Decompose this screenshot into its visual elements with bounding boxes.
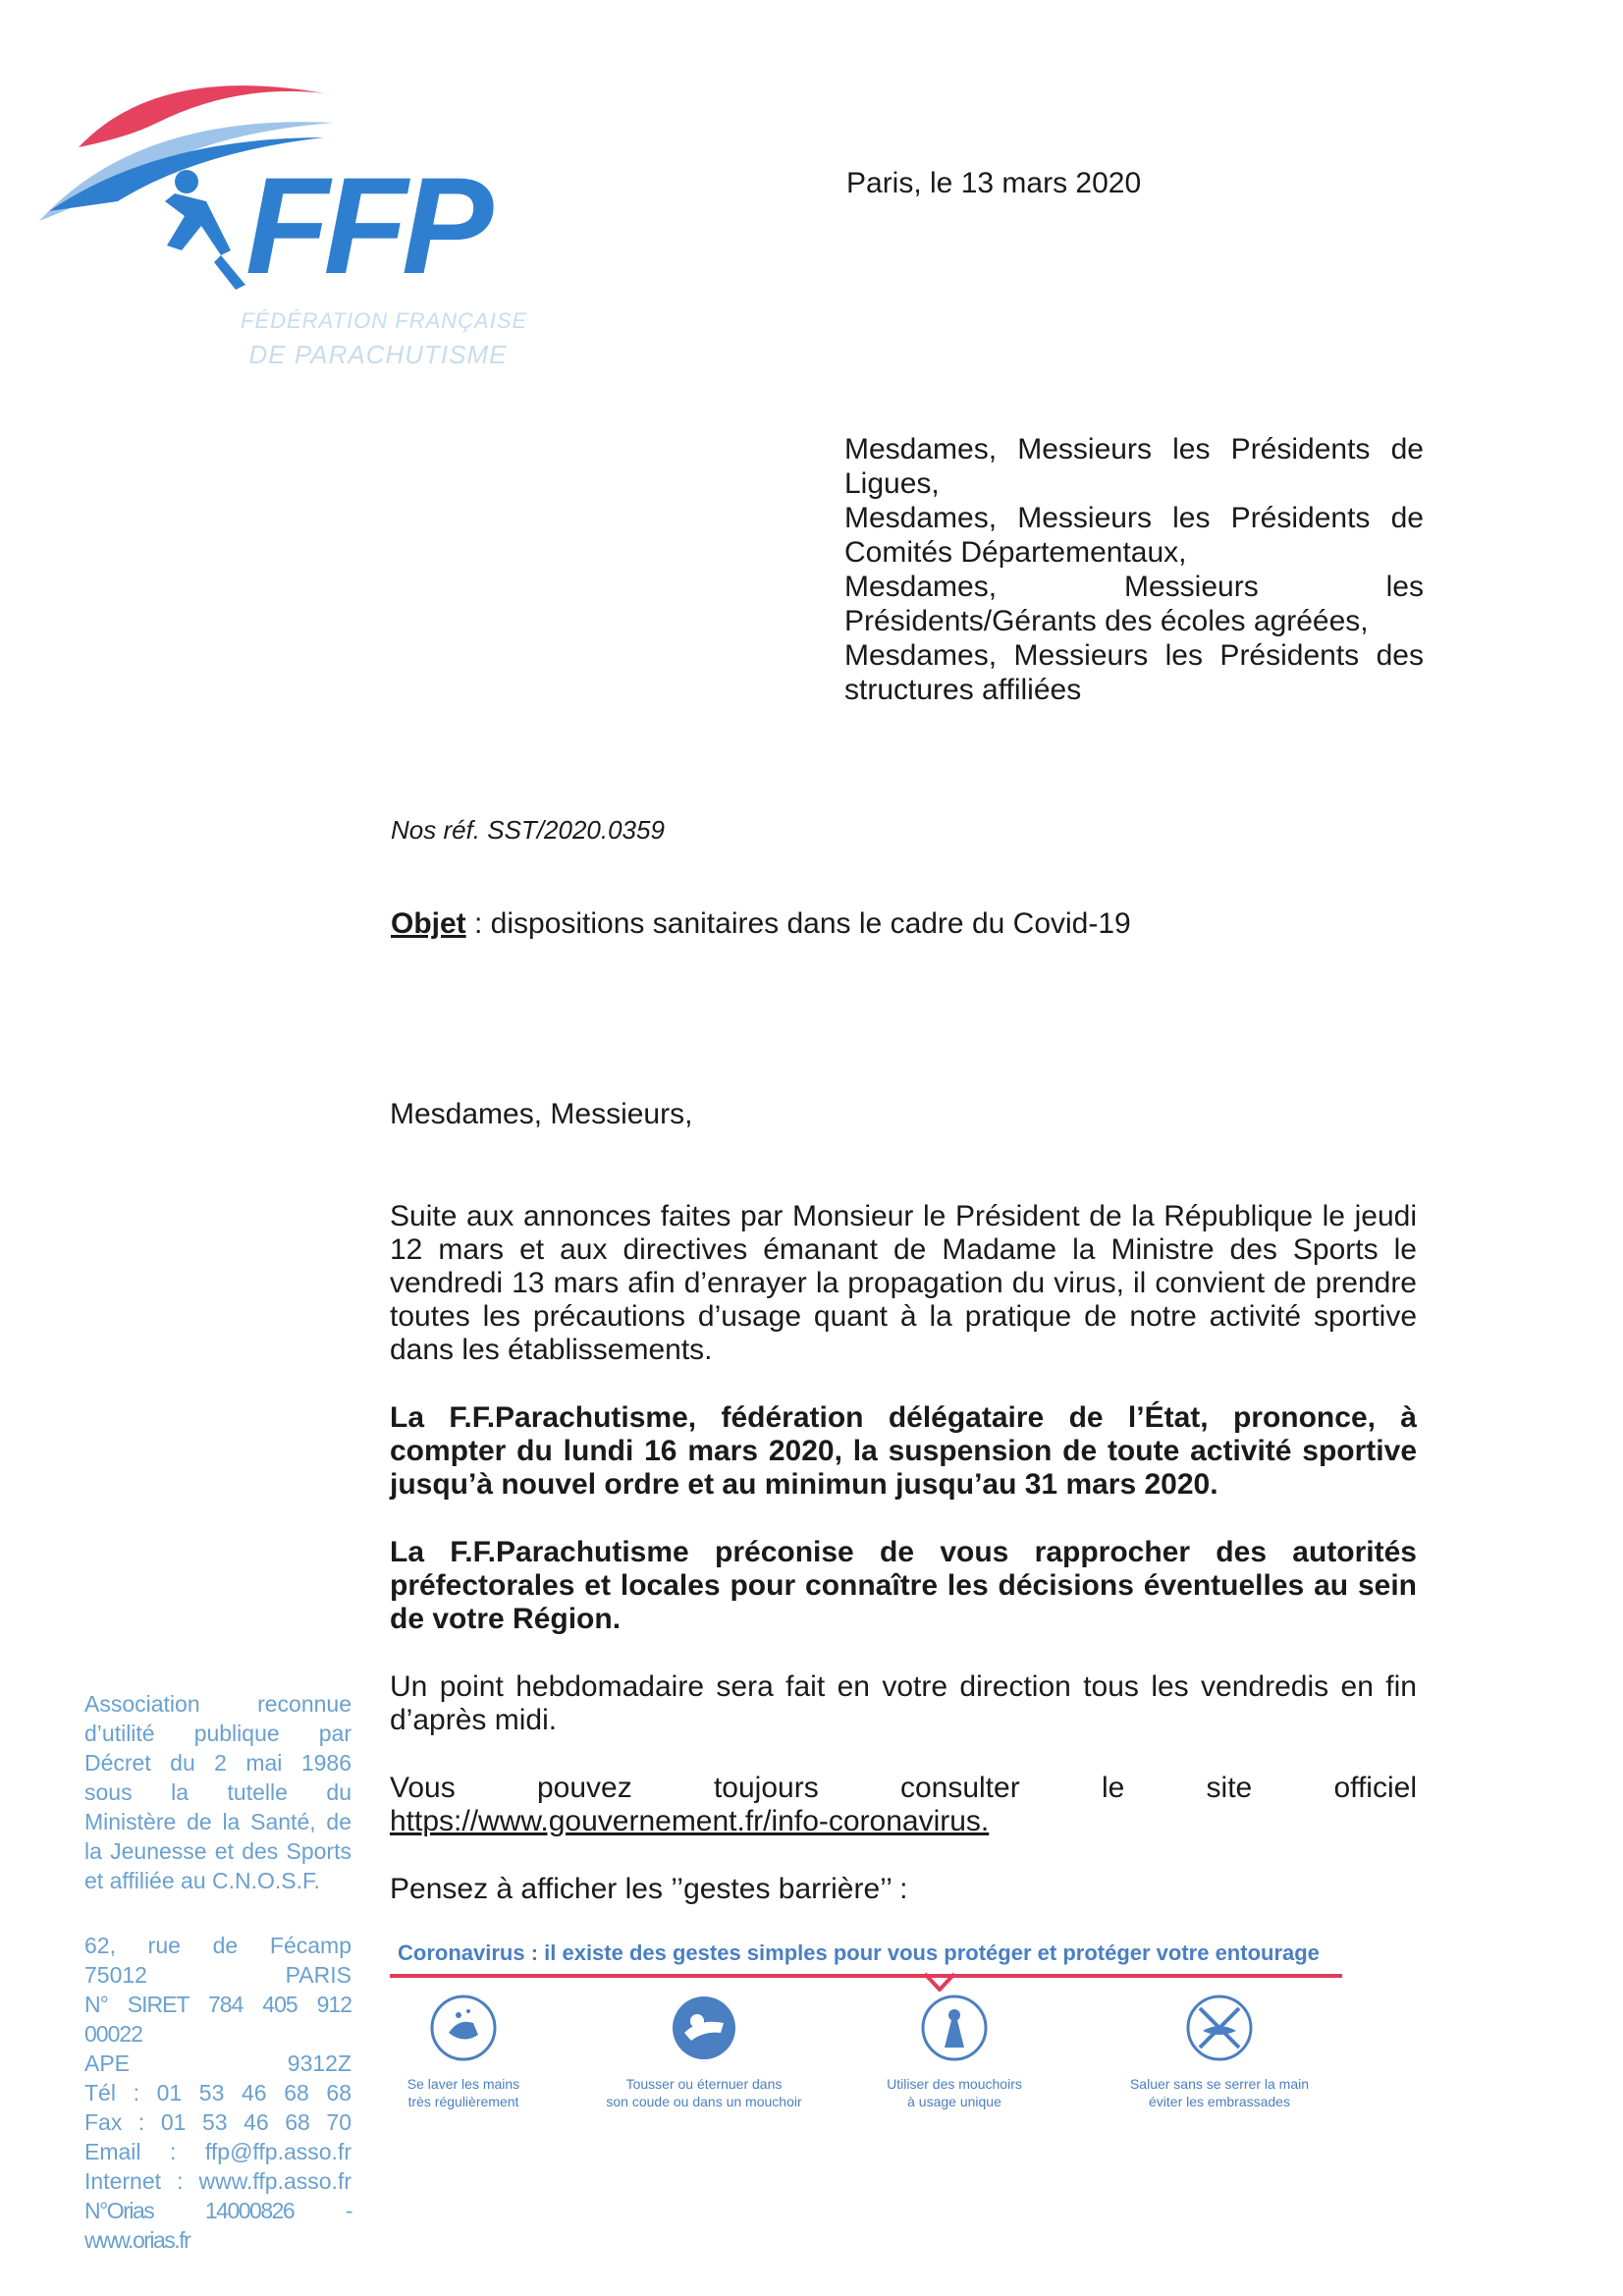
government-link[interactable]: https://www.gouvernement.fr/info-coronavirus. <box>390 1805 990 1837</box>
sidebar-contact <box>84 1931 352 2255</box>
subject-line <box>391 907 1131 941</box>
gesture-cough-elbow <box>591 1994 817 2110</box>
recipients-block <box>844 432 1424 707</box>
logo-subtitle-line-2: DE PARACHUTISME <box>248 340 508 369</box>
paragraph-authorities: La F.F.Parachutisme préconise de vous rapprocher des autorités préfectorales et locales pour connaître les décisions éventuelles au sein de votre Région. <box>390 1536 1417 1635</box>
recipient-line: Mesdames, Messieurs les Présidents/Gérants des écoles agréées, <box>844 571 1424 637</box>
banner-pointer-icon <box>925 1972 954 1992</box>
website-intro: Vous pouvez toujours consulter le site officiel <box>390 1772 1417 1804</box>
paragraph-website <box>390 1772 1417 1838</box>
gesture-wash-hands <box>390 1994 537 2110</box>
hand-washing-icon <box>429 1994 498 2062</box>
paragraph-weekly-update: Un point hebdomadaire sera fait en votre direction tous les vendredis en fin d’après midi. <box>390 1670 1417 1736</box>
logo-text: FFP <box>245 148 488 302</box>
gesture-caption-1: Saluer sans se serrer la main <box>1129 2076 1310 2092</box>
ape-line: APE 9312Z <box>84 2050 352 2076</box>
gesture-caption-2: son coude ou dans un mouchoir <box>606 2094 802 2109</box>
recipient-line: Mesdames, Messieurs les Présidents de Comités Départementaux, <box>844 502 1424 569</box>
orias-line: N°Orias 14000826 - www.orias.fr <box>84 2198 352 2253</box>
siret-line: N° SIRET 784 405 912 00022 <box>84 1992 352 2047</box>
fax-line: Fax : 01 53 46 68 70 <box>84 2109 352 2135</box>
letter-date: Paris, le 13 mars 2020 <box>846 167 1142 199</box>
logo-subtitle-line-1: FÉDÉRATION FRANÇAISE <box>241 308 528 333</box>
greeting: Mesdames, Messieurs, <box>390 1098 693 1130</box>
paragraph-announcement: Suite aux annonces faites par Monsieur le Président de la République le jeudi 12 mars et aux directives émanant de Madame la Ministre des Sports le vendredi 13 mars afin d’enrayer la propagation du virus, il convient de prendre toutes les précautions d’usage quant à la pratique de notre activité sportive dans les établissements. <box>390 1200 1417 1366</box>
city-line: 75012 PARIS <box>84 1962 352 1988</box>
gesture-caption-1: Tousser ou éternuer dans <box>625 2076 783 2092</box>
gesture-caption-2: très régulièrement <box>407 2094 519 2109</box>
email-line: Email : ffp@ffp.asso.fr <box>84 2139 352 2164</box>
reference: Nos réf. SST/2020.0359 <box>391 815 665 845</box>
banner-title: Coronavirus : il existe des gestes simples pour vous protéger et protéger votre entourage <box>398 1941 1320 1965</box>
cough-elbow-icon <box>670 1994 738 2062</box>
gesture-tissue <box>866 1994 1043 2110</box>
no-handshake-icon <box>1185 1994 1254 2062</box>
tissue-icon <box>920 1994 989 2062</box>
paragraph-suspension: La F.F.Parachutisme, fédération délégataire de l’État, prononce, à compter du lundi 16 mars 2020, la suspension de toute activité sportive jusqu’à nouvel ordre et au minimun jusqu’au 31 mars 2020. <box>390 1401 1417 1501</box>
association-text: Association reconnue d’utilité publique par Décret du 2 mai 1986 sous la tutelle du Ministère de la Santé, de la Jeunesse et des Sports et affiliée au C.N.O.S.F. <box>84 1691 352 1893</box>
banner-divider <box>390 1974 1342 1978</box>
gesture-caption-2: à usage unique <box>907 2094 1001 2109</box>
recipient-line: Mesdames, Messieurs les Présidents des structures affiliées <box>844 639 1424 706</box>
gesture-caption-2: éviter les embrassades <box>1149 2094 1290 2109</box>
gesture-caption-1: Utiliser des mouchoirs <box>887 2076 1022 2092</box>
sidebar-association <box>84 1689 352 1895</box>
letter-body <box>390 1098 1417 1906</box>
barrier-gestures-banner <box>390 1935 1352 2111</box>
recipient-line: Mesdames, Messieurs les Présidents de Ligues, <box>844 433 1424 500</box>
subject-text: : dispositions sanitaires dans le cadre du Covid-19 <box>465 907 1131 940</box>
logo-subtitle <box>241 304 528 371</box>
gesture-caption-1: Se laver les mains <box>406 2076 520 2092</box>
gesture-no-handshake <box>1111 1994 1327 2110</box>
paragraph-barrier-gestures: Pensez à afficher les ’’gestes barrière’’ : <box>390 1873 908 1905</box>
tel-line: Tél : 01 53 46 68 68 <box>84 2080 352 2105</box>
address-line: 62, rue de Fécamp <box>84 1933 352 1958</box>
internet-line: Internet : www.ffp.asso.fr <box>84 2168 352 2194</box>
subject-label: Objet <box>391 907 466 940</box>
